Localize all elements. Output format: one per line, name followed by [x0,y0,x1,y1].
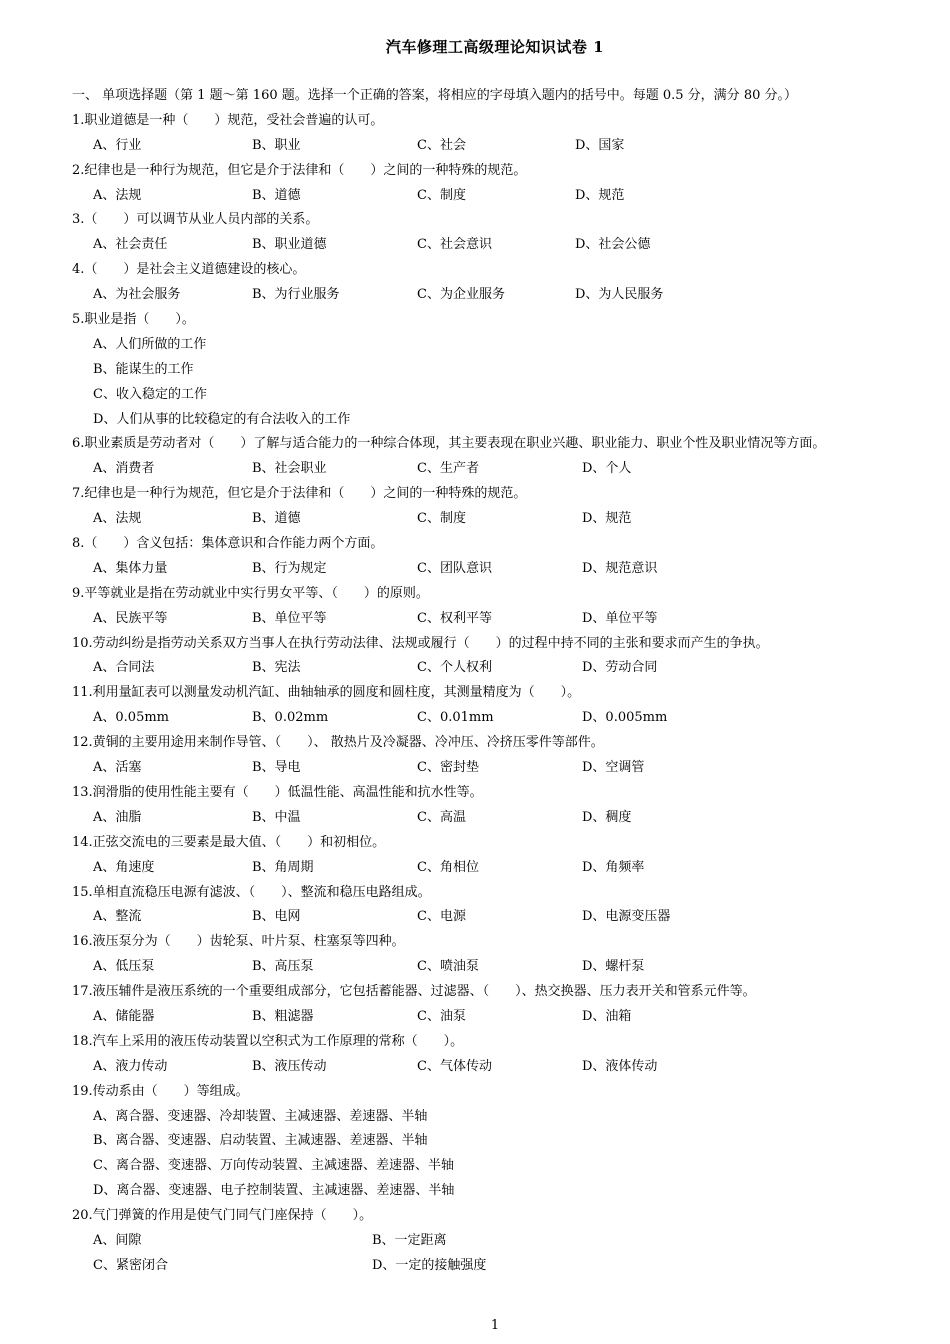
question-text: 3.（ ）可以调节从业人员内部的关系。 [72,212,319,228]
option-d: D、液体传动 [582,1058,658,1074]
option-d: D、劳动合同 [582,660,658,676]
option-c: C、社会 [417,137,466,153]
option-c: C、制度 [417,511,466,527]
question-text: 6.职业素质是劳动者对（ ）了解与适合能力的一种综合体现，其主要表现在职业兴趣、职业能力、职业个性及职业情况等方面。 [72,436,826,452]
option-b: B、0.02mm [252,710,329,726]
option-d: D、角频率 [582,859,645,875]
option-a: A、离合器、变速器、冷却装置、主减速器、差速器、半轴 [93,1108,428,1124]
question-text: 13.润滑脂的使用性能主要有（ ）低温性能、高温性能和抗水性等。 [72,784,483,800]
option-a: A、为社会服务 [93,287,181,303]
option-d: D、电源变压器 [582,909,671,925]
option-b: B、离合器、变速器、启动装置、主减速器、差速器、半轴 [93,1133,428,1149]
option-b: B、宪法 [252,660,301,676]
page-number: 1 [490,1318,500,1333]
option-row [72,283,942,308]
question-text: 12.黄铜的主要用途用来制作导管、（ ）、 散热片及冷凝器、冷冲压、冷挤压零件等部件。 [72,735,604,751]
option-d: D、为人民服务 [575,287,664,303]
option-row [72,656,942,681]
option-b: B、导电 [252,760,301,776]
option-b: B、液压传动 [252,1058,327,1074]
option-c: C、密封垫 [417,760,479,776]
option-c: C、气体传动 [417,1058,492,1074]
question-text: 11.利用量缸表可以测量发动机汽缸、曲轴轴承的圆度和圆柱度，其测量精度为（ ）。 [72,685,581,701]
option-d: D、国家 [575,137,625,153]
option-d: D、规范意识 [582,560,658,576]
option-d: D、0.005mm [582,710,668,726]
option-c: C、个人权利 [417,660,492,676]
option-row [72,1229,942,1254]
option-d: D、稠度 [582,809,632,825]
option-a: A、0.05mm [93,710,169,726]
question-text: 18.汽车上采用的液压传动装置以空积式为工作原理的常称（ ）。 [72,1033,464,1049]
option-a: A、液力传动 [93,1058,168,1074]
option-b: B、角周期 [252,859,314,875]
option-c: C、社会意识 [417,237,492,253]
option-b: B、职业道德 [252,237,327,253]
question-text: 15.单相直流稳压电源有滤波、（ ）、整流和稳压电路组成。 [72,884,431,900]
option-d: D、规范 [582,511,632,527]
option-row [72,184,942,209]
option-b: B、社会职业 [252,461,327,477]
question-text: 5.职业是指（ ）。 [72,312,195,328]
option-a: A、间隙 [93,1232,142,1248]
option-row [72,955,942,980]
option-c: C、角相位 [417,859,479,875]
option-c: C、喷油泵 [417,959,479,975]
option-a: A、行业 [93,137,142,153]
option-c: C、高温 [417,809,466,825]
option-c: C、收入稳定的工作 [93,386,207,402]
question-text: 8.（ ）含义包括：集体意识和合作能力两个方面。 [72,536,384,552]
option-row [72,706,942,731]
option-b: B、一定距离 [372,1232,447,1248]
option-c: C、油泵 [417,1008,466,1024]
question-text: 14.正弦交流电的三要素是最大值、（ ）和初相位。 [72,834,386,850]
option-b: B、能谋生的工作 [93,361,194,377]
option-d: D、螺杆泵 [582,959,645,975]
question-text: 16.液压泵分为（ ）齿轮泵、叶片泵、柱塞泵等四种。 [72,934,405,950]
option-row [72,756,942,781]
question-text: 7.纪律也是一种行为规范，但它是介于法律和（ ）之间的一种特殊的规范。 [72,486,527,502]
option-b: B、电网 [252,909,301,925]
option-d: D、离合器、变速器、电子控制装置、主减速器、差速器、半轴 [93,1183,455,1199]
option-a: A、整流 [93,909,142,925]
option-a: A、社会责任 [93,237,168,253]
option-row [72,1055,942,1080]
option-a: A、消费者 [93,461,155,477]
option-row [72,607,942,632]
option-a: A、集体力量 [93,560,168,576]
option-row [72,233,942,258]
option-row [72,557,942,582]
option-a: A、油脂 [93,809,142,825]
question-text: 10.劳动纠纷是指劳动关系双方当事人在执行劳动法律、法规或履行（ ）的过程中持不同的主张和要求而产生的争执。 [72,635,769,651]
option-c: C、权利平等 [417,610,492,626]
option-b: B、道德 [252,187,301,203]
option-a: A、活塞 [93,760,142,776]
option-row [72,507,942,532]
option-a: A、民族平等 [93,610,168,626]
option-b: B、职业 [252,137,301,153]
option-a: A、合同法 [93,660,155,676]
question-text: 2.纪律也是一种行为规范，但它是介于法律和（ ）之间的一种特殊的规范。 [72,162,527,178]
option-d: D、规范 [575,187,625,203]
option-row [72,457,942,482]
option-a: A、低压泵 [93,959,155,975]
option-row [72,905,942,930]
option-c: C、为企业服务 [417,287,505,303]
option-row [72,1254,942,1279]
option-a: A、法规 [93,511,142,527]
option-a: A、角速度 [93,859,155,875]
option-c: C、团队意识 [417,560,492,576]
option-b: B、单位平等 [252,610,327,626]
question-text: 1.职业道德是一种（ ）规范，受社会普遍的认可。 [72,112,384,128]
exam-title: 汽车修理工高级理论知识试卷 1 [385,38,605,56]
option-row [72,1005,942,1030]
option-b: B、为行业服务 [252,287,340,303]
question-list [72,84,942,1279]
question-text: 19.传动系由（ ）等组成。 [72,1083,249,1099]
question-text: 4.（ ）是社会主义道德建设的核心。 [72,262,306,278]
option-d: D、个人 [582,461,632,477]
option-d: D、单位平等 [582,610,658,626]
option-c: C、电源 [417,909,466,925]
question-text: 20.气门弹簧的作用是使气门同气门座保持（ ）。 [72,1208,373,1224]
option-a: A、人们所做的工作 [93,336,207,352]
option-c: C、0.01mm [417,710,494,726]
option-b: B、道德 [252,511,301,527]
option-c: C、生产者 [417,461,479,477]
question-text: 17.液压辅件是液压系统的一个重要组成部分，它包括蓄能器、过滤器、（ ）、热交换器、压力表开关和管系元件等。 [72,984,756,1000]
question-text: 9.平等就业是指在劳动就业中实行男女平等、（ ）的原则。 [72,585,429,601]
option-row [72,134,942,159]
option-d: D、社会公德 [575,237,651,253]
option-d: D、空调管 [582,760,645,776]
option-c: C、制度 [417,187,466,203]
option-b: B、高压泵 [252,959,314,975]
option-d: D、油箱 [582,1008,632,1024]
option-a: A、法规 [93,187,142,203]
option-b: B、中温 [252,809,301,825]
option-row [72,856,942,881]
option-a: A、储能器 [93,1008,155,1024]
section-instructions: 一、 单项选择题（第 1 题～第 160 题。选择一个正确的答案，将相应的字母填入题内的括号中。每题 0.5 分，满分 80 分。） [72,88,797,103]
option-d: D、一定的接触强度 [372,1257,487,1273]
option-d: D、人们从事的比较稳定的有合法收入的工作 [93,411,351,427]
option-c: C、离合器、变速器、万向传动装置、主减速器、差速器、半轴 [93,1158,454,1174]
option-b: B、粗滤器 [252,1008,314,1024]
option-c: C、紧密闭合 [93,1257,168,1273]
option-row [72,806,942,831]
option-b: B、行为规定 [252,560,327,576]
